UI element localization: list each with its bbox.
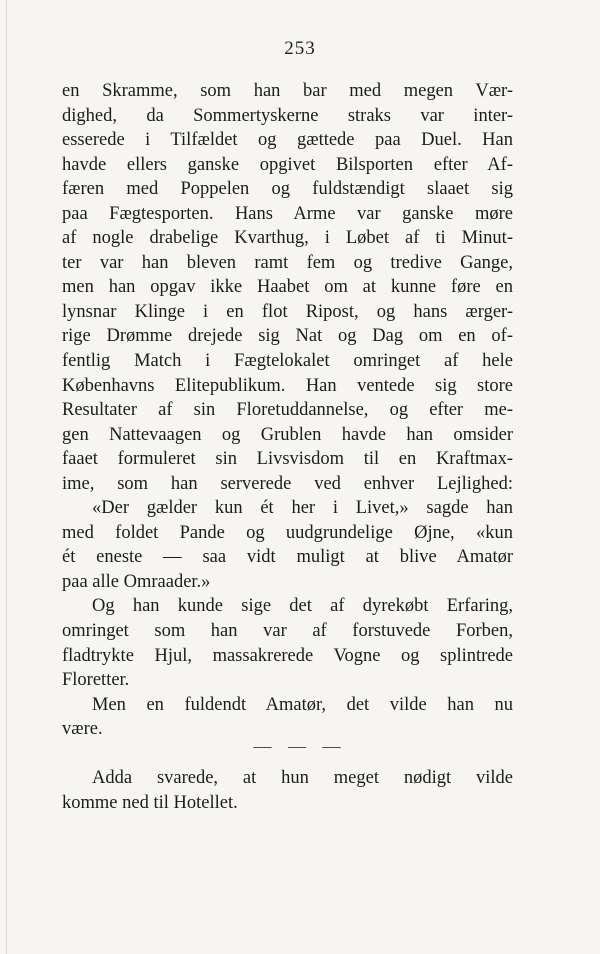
text-line: fentlig Match i Fægtelokalet omringet af hele <box>62 351 513 372</box>
text-line: Men en fuldendt Amatør, det vilde han nu <box>92 694 513 715</box>
text-line: af nogle drabelige Kvarthug, i Løbet af ti Minut- <box>62 228 513 249</box>
text-line: ime, som han serverede ved enhver Lejlighed: <box>62 473 513 494</box>
final-text-block <box>62 766 513 815</box>
text-line: Floretter. <box>62 670 130 691</box>
text-line: færen med Poppelen og fuldstændigt slaaet sig <box>62 179 513 200</box>
text-line: rige Drømme drejede sig Nat og Dag om en of- <box>62 326 513 347</box>
section-separator: — — — <box>253 736 347 756</box>
text-line: havde ellers ganske opgivet Bilsporten efter Af- <box>62 154 513 175</box>
text-line: omringet som han var af forstuvede Forben, <box>62 621 513 642</box>
text-line: esserede i Tilfældet og gættede paa Duel. Han <box>62 130 513 151</box>
page-edge-line <box>6 0 7 954</box>
text-line: «Der gælder kun ét her i Livet,» sagde han <box>92 498 513 519</box>
text-line: paa Fægtesporten. Hans Arme var ganske møre <box>62 203 513 224</box>
text-line: med foldet Pande og uudgrundelige Øjne, «kun <box>62 522 513 543</box>
text-line: lynsnar Klinge i en flot Ripost, og hans ærger- <box>62 301 513 322</box>
text-line: Københavns Elitepublikum. Han ventede sig store <box>62 375 513 396</box>
text-line: Adda svarede, at hun meget nødigt vilde <box>92 768 513 788</box>
main-text-block <box>62 79 513 742</box>
text-line: dighed, da Sommertyskerne straks var inter- <box>62 105 513 126</box>
page-number: 253 <box>284 38 316 59</box>
text-line: ter var han bleven ramt fem og tredive Gange, <box>62 252 513 273</box>
text-line: Og han kunde sige det af dyrekøbt Erfaring, <box>92 596 513 617</box>
text-line: Resultater af sin Floretuddannelse, og efter me- <box>62 400 513 421</box>
text-line: men han opgav ikke Haabet om at kunne føre en <box>62 277 513 298</box>
text-line: faaet formuleret sin Livsvisdom til en Kraftmax- <box>62 449 513 470</box>
text-line: fladtrykte Hjul, massakrerede Vogne og splintrede <box>62 645 513 666</box>
text-line: en Skramme, som han bar med megen Vær- <box>62 81 513 101</box>
text-line: paa alle Omraader.» <box>62 571 211 592</box>
text-line: gen Nattevaagen og Grublen havde han omsider <box>62 424 513 445</box>
text-line: komme ned til Hotellet. <box>62 792 238 813</box>
text-line: ét eneste — saa vidt muligt at blive Amatør <box>62 547 513 568</box>
text-line: være. <box>62 719 103 740</box>
